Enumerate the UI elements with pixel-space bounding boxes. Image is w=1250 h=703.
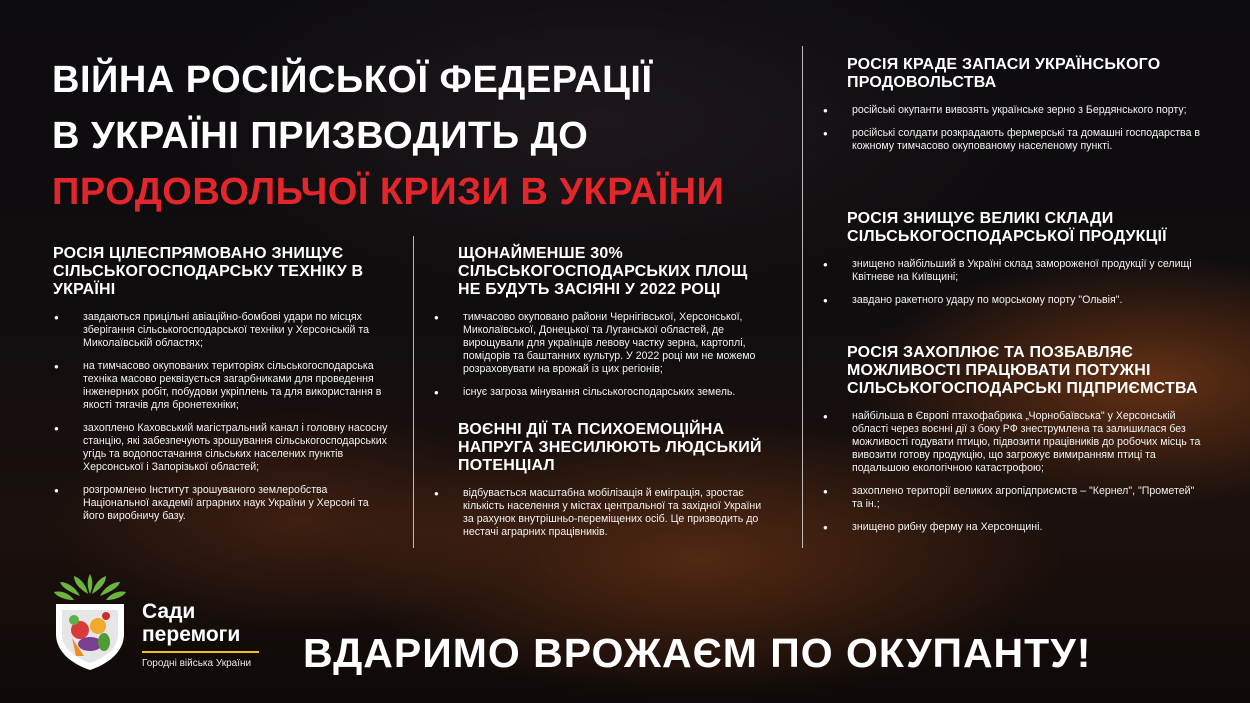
section-heading: РОСІЯ КРАДЕ ЗАПАСИ УКРАЇНСЬКОГО ПРОДОВОЛЬСТВА xyxy=(847,56,1161,91)
section-human-potential xyxy=(433,421,763,549)
main-title xyxy=(52,52,772,220)
list-item: ● на тимчасово окупованих територіях сільськогосподарська техніка масово реквізується загарбниками для проведення інженерних робіт, побудови укріплень та для використання в якості тягачів для бронетехніки; xyxy=(53,360,388,412)
bullet-list xyxy=(433,311,763,399)
list-item: ● знищено найбільший в Україні склад замороженої продукції у селищі Квітневе на Київщині; xyxy=(822,258,1202,284)
logo-title-line-1: Сади xyxy=(142,600,196,623)
list-item: ● російські окупанти вивозять українське зерно з Бердянського порту; xyxy=(822,104,1202,117)
divider-left xyxy=(413,236,414,548)
list-item: ● існує загроза мінування сільськогосподарських земель. xyxy=(433,386,763,399)
section-heading: РОСІЯ ЦІЛЕСПРЯМОВАНО ЗНИЩУЄ СІЛЬСЬКОГОСПОДАРСЬКУ ТЕХНІКУ В УКРАЇНІ xyxy=(53,245,364,298)
section-enterprises xyxy=(822,344,1202,544)
list-item: ● завдаються прицільні авіаційно-бомбові удари по місцях зберігання сільськогосподарської техніки у Херсонській та Миколаївській областях; xyxy=(53,311,388,350)
bullet-list xyxy=(822,258,1202,307)
list-item: ● найбільша в Європі птахофабрика „Чорнобаївська" у Херсонській області через воєнні дії з боку РФ знеструмлена та залишилася без можливості годувати птицю, підвозити працівників до робочих місць та вивозити готову продукцію, що загрожує вимиранням птиці та подальшою екологічною катастрофою; xyxy=(822,410,1202,475)
list-item: ● завдано ракетного удару по морському порту "Ольвія". xyxy=(822,294,1202,307)
section-heading: РОСІЯ ЗНИЩУЄ ВЕЛИКІ СКЛАДИ СІЛЬСЬКОГОСПОДАРСЬКОЇ ПРОДУКЦІЇ xyxy=(847,210,1167,245)
divider-right xyxy=(802,46,803,548)
logo-underline xyxy=(142,651,259,653)
logo-subtitle: Городні війська України xyxy=(142,658,252,669)
title-line-2: В УКРАЇНІ ПРИЗВОДИТЬ ДО xyxy=(52,115,589,157)
section-heading: ЩОНАЙМЕНШЕ 30% СІЛЬСЬКОГОСПОДАРСЬКИХ ПЛОЩ НЕ БУДУТЬ ЗАСІЯНІ У 2022 РОЦІ xyxy=(458,245,748,298)
bullet-list xyxy=(822,410,1202,534)
section-food-theft xyxy=(822,56,1202,163)
garden-shield-icon xyxy=(50,572,130,672)
section-warehouses xyxy=(822,210,1202,317)
section-heading: РОСІЯ ЗАХОПЛЮЄ ТА ПОЗБАВЛЯЄ МОЖЛИВОСТІ ПРАЦЮВАТИ ПОТУЖНІ СІЛЬСЬКОГОСПОДАРСЬКІ ПІДПРИЄМСТВА xyxy=(847,344,1198,397)
list-item: ● розгромлено Інститут зрошуваного землеробства Національної академії аграрних наук України у Херсоні та його виробничу базу. xyxy=(53,484,388,523)
list-item: ● російські солдати розкрадають фермерські та домашні господарства в кожному тимчасово окупованому населеному пункті. xyxy=(822,127,1202,153)
bullet-list xyxy=(822,104,1202,153)
bullet-list xyxy=(433,487,763,539)
logo-title-line-2: перемоги xyxy=(142,623,241,646)
logo xyxy=(50,572,270,672)
section-heading: ВОЄННІ ДІЇ ТА ПСИХОЕМОЦІЙНА НАПРУГА ЗНЕСИЛЮЮТЬ ЛЮДСЬКИЙ ПОТЕНЦІАЛ xyxy=(458,421,762,474)
section-unsown-fields xyxy=(433,245,763,409)
section-equipment xyxy=(53,245,388,533)
title-line-3: ПРОДОВОЛЬЧОЇ КРИЗИ В УКРАЇНИ xyxy=(52,171,725,213)
list-item: ● знищено рибну ферму на Херсонщині. xyxy=(822,521,1202,534)
list-item: ● захоплено Каховський магістральний канал і головну насосну станцію, які забезпечують зрошування сільськогосподарських угідь та водопостачання сільських населених пунктів Херсонської і Запорізької областей; xyxy=(53,422,388,474)
title-line-1: ВІЙНА РОСІЙСЬКОЇ ФЕДЕРАЦІЇ xyxy=(52,59,653,101)
list-item: ● захоплено території великих агропідприємств – "Кернел", "Прометей" та ін.; xyxy=(822,485,1202,511)
list-item: ● тимчасово окуповано райони Чернігівської, Херсонської, Миколаївської, Донецької та Луганської областей, де вирощували для українців левову частку зерна, картоплі, помідорів та баштанних культур. У 2022 році ми не можемо розраховувати на врожай із цих регіонів; xyxy=(433,311,763,376)
bullet-list xyxy=(53,311,388,523)
list-item: ● відбувається масштабна мобілізація й еміграція, зростає кількість населення у містах центральної та західної України за рахунок внутрішньо-переміщених осіб. Це призводить до нестачі аграрних працівників. xyxy=(433,487,763,539)
slogan: ВДАРИМО ВРОЖАЄМ ПО ОКУПАНТУ! xyxy=(303,630,1092,676)
